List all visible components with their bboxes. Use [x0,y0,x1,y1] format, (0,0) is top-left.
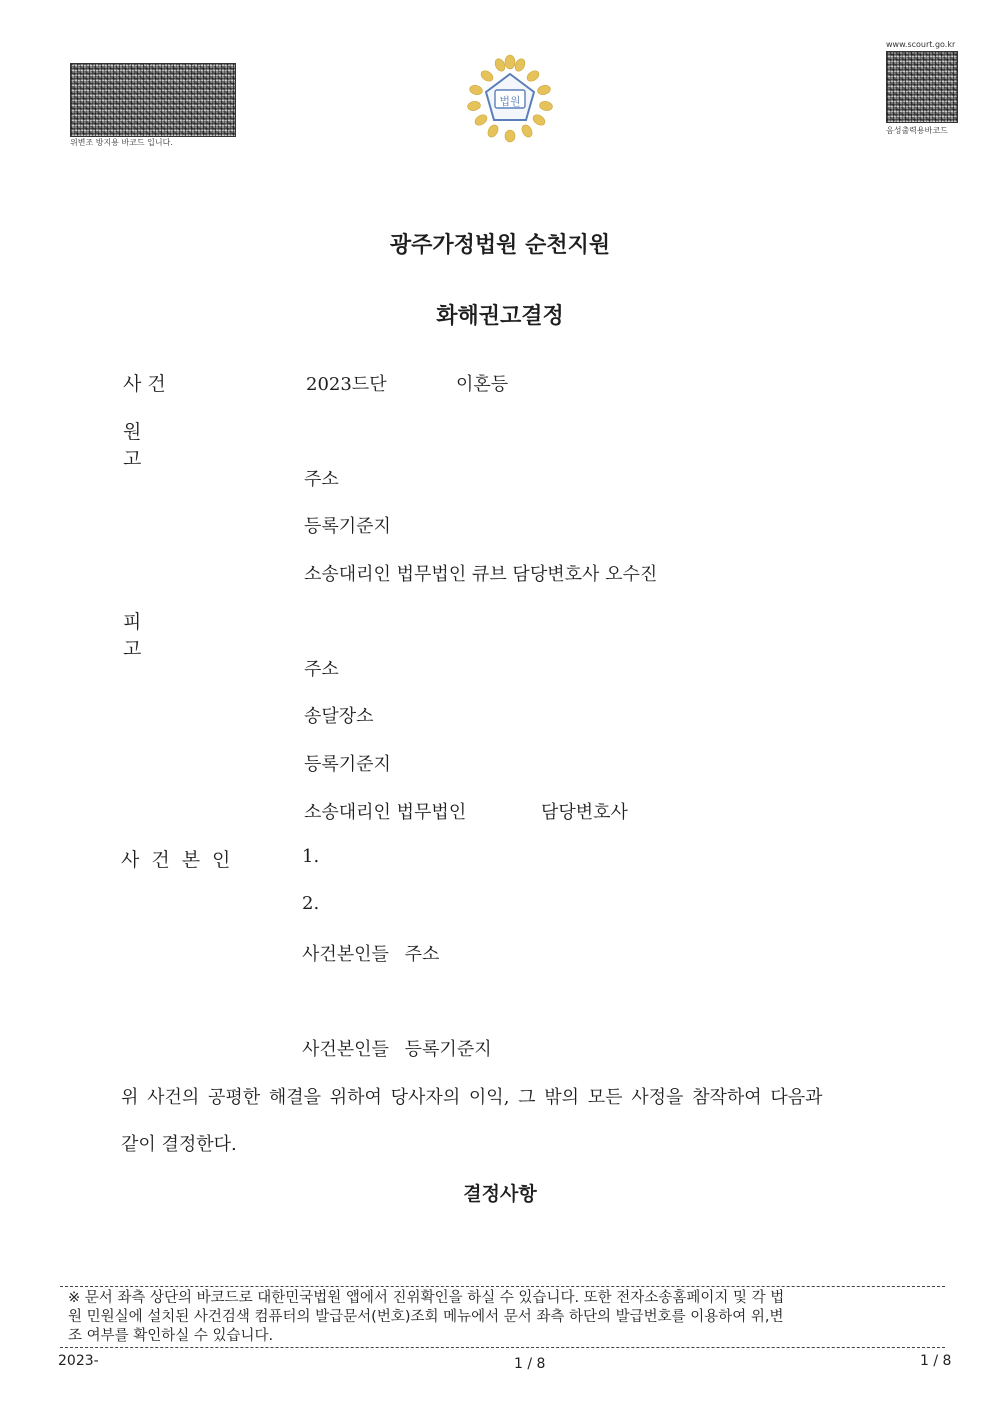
case-label [123,369,231,396]
court-emblem-text: 법원 [499,95,521,108]
document-title: 화해권고결정 [436,304,564,329]
defendant-registry: 등록기준지 [304,754,391,775]
notice-line-3: 조 여부를 확인하실 수 있습니다. [68,1328,274,1344]
notice-line-2: 원 민원실에 설치된 사건검색 컴퓨터의 발급문서(번호)조회 메뉴에서 문서 좌측 하단의 발급번호를 이용하여 위,변 [68,1309,784,1325]
case-number: 2023드단 [306,374,387,395]
plaintiff-label [123,417,233,471]
case-name: 이혼등 [456,374,509,395]
principal-item-1: 1. [302,846,320,867]
page-indicator-center: 1 / 8 [514,1356,546,1372]
court-name: 광주가정법원 순천지원 [389,233,611,258]
notice-line-1: ※ 문서 좌측 상단의 바코드로 대한민국법원 앱에서 진위확인을 하실 수 있습니다. 또한 전자소송홈페이지 및 각 법 [68,1290,785,1306]
audio-output-barcode [886,51,958,123]
court-url: www.scourt.go.kr [886,40,956,49]
principals-registry: 사건본인들 등록기준지 [302,1039,492,1060]
plaintiff-address: 주소 [304,469,339,490]
issue-number: 2023- [58,1353,99,1369]
defendant-address: 주소 [304,659,339,680]
decision-section-title: 결정사항 [463,1183,537,1205]
audio-output-barcode-caption: 음성출력용바코드 [886,126,948,135]
defendant-service-place: 송달장소 [304,706,374,727]
principal-item-2: 2. [302,893,320,914]
principals-address: 사건본인들 주소 [302,944,440,965]
verification-barcode [70,63,236,137]
defendant-agent-suffix: 담당변호사 [541,802,628,823]
body-line-1: 위 사건의 공평한 해결을 위하여 당사자의 이익, 그 밖의 모든 사정을 참작하여 다음과 [121,1087,823,1108]
plaintiff-label-text: 원 고 [123,421,142,470]
defendant-label-text: 피 고 [123,611,142,660]
case-label-text: 사 건 [123,373,166,395]
body-line-2: 같이 결정한다. [121,1134,237,1155]
verification-barcode-caption: 위변조 방지용 바코드 입니다. [70,138,173,147]
plaintiff-registry: 등록기준지 [304,516,391,537]
verification-notice [60,1286,945,1348]
principals-label: 사건본인 [121,849,243,871]
defendant-agent-prefix: 소송대리인 법무법인 [304,802,467,823]
page-indicator-right: 1 / 8 [920,1353,952,1369]
defendant-label [123,607,233,661]
plaintiff-agent: 소송대리인 법무법인 큐브 담당변호사 오수진 [304,564,658,585]
